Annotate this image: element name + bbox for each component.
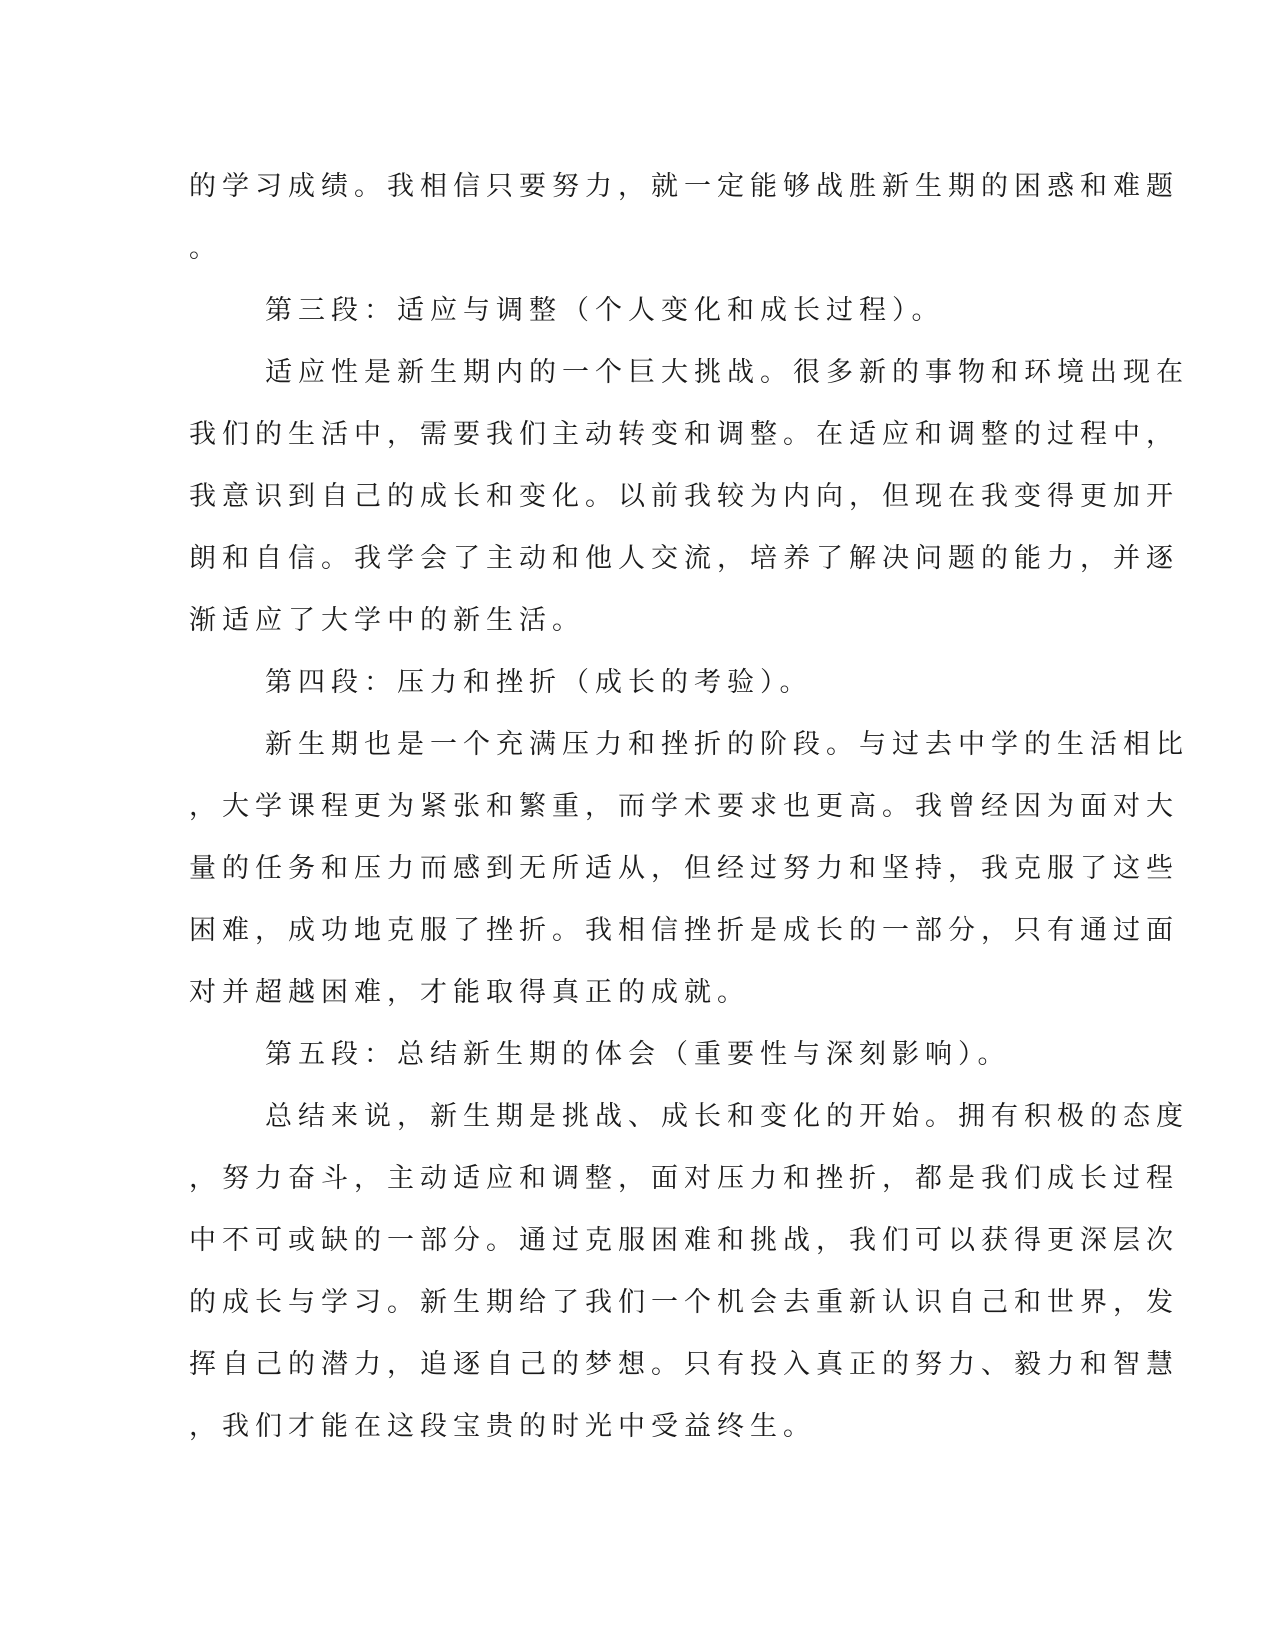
text-line: 我们的生活中，需要我们主动转变和调整。在适应和调整的过程中， [189,419,1179,450]
text-line: 困难，成功地克服了挫折。我相信挫折是成长的一部分，只有通过面 [189,915,1179,946]
text-line: 渐适应了大学中的新生活。 [189,605,585,636]
section-heading: 第五段：总结新生期的体会（重要性与深刻影响）。 [265,1039,1011,1070]
text-line: 我意识到自己的成长和变化。以前我较为内向，但现在我变得更加开 [189,481,1179,512]
text-line: 朗和自信。我学会了主动和他人交流，培养了解决问题的能力，并逐 [189,543,1179,574]
text-line: ，大学课程更为紧张和繁重，而学术要求也更高。我曾经因为面对大 [189,791,1179,822]
text-line: 挥自己的潜力，追逐自己的梦想。只有投入真正的努力、毅力和智慧 [189,1349,1179,1380]
text-line: 总结来说，新生期是挑战、成长和变化的开始。拥有积极的态度 [265,1101,1189,1132]
document-body [189,156,1189,1458]
text-line: 。 [189,233,222,264]
section-heading: 第四段：压力和挫折（成长的考验）。 [265,667,813,698]
text-line: 适应性是新生期内的一个巨大挑战。很多新的事物和环境出现在 [265,357,1189,388]
text-line: 中不可或缺的一部分。通过克服困难和挑战，我们可以获得更深层次 [189,1225,1179,1256]
text-line: ，努力奋斗，主动适应和调整，面对压力和挫折，都是我们成长过程 [189,1163,1179,1194]
text-line: 对并超越困难，才能取得真正的成就。 [189,977,750,1008]
text-line: 的学习成绩。我相信只要努力，就一定能够战胜新生期的困惑和难题 [189,171,1179,202]
text-line: 量的任务和压力而感到无所适从，但经过努力和坚持，我克服了这些 [189,853,1179,884]
text-line: ，我们才能在这段宝贵的时光中受益终生。 [189,1411,816,1442]
section-heading: 第三段：适应与调整（个人变化和成长过程）。 [265,295,945,326]
text-line: 新生期也是一个充满压力和挫折的阶段。与过去中学的生活相比 [265,729,1189,760]
text-line: 的成长与学习。新生期给了我们一个机会去重新认识自己和世界，发 [189,1287,1179,1318]
